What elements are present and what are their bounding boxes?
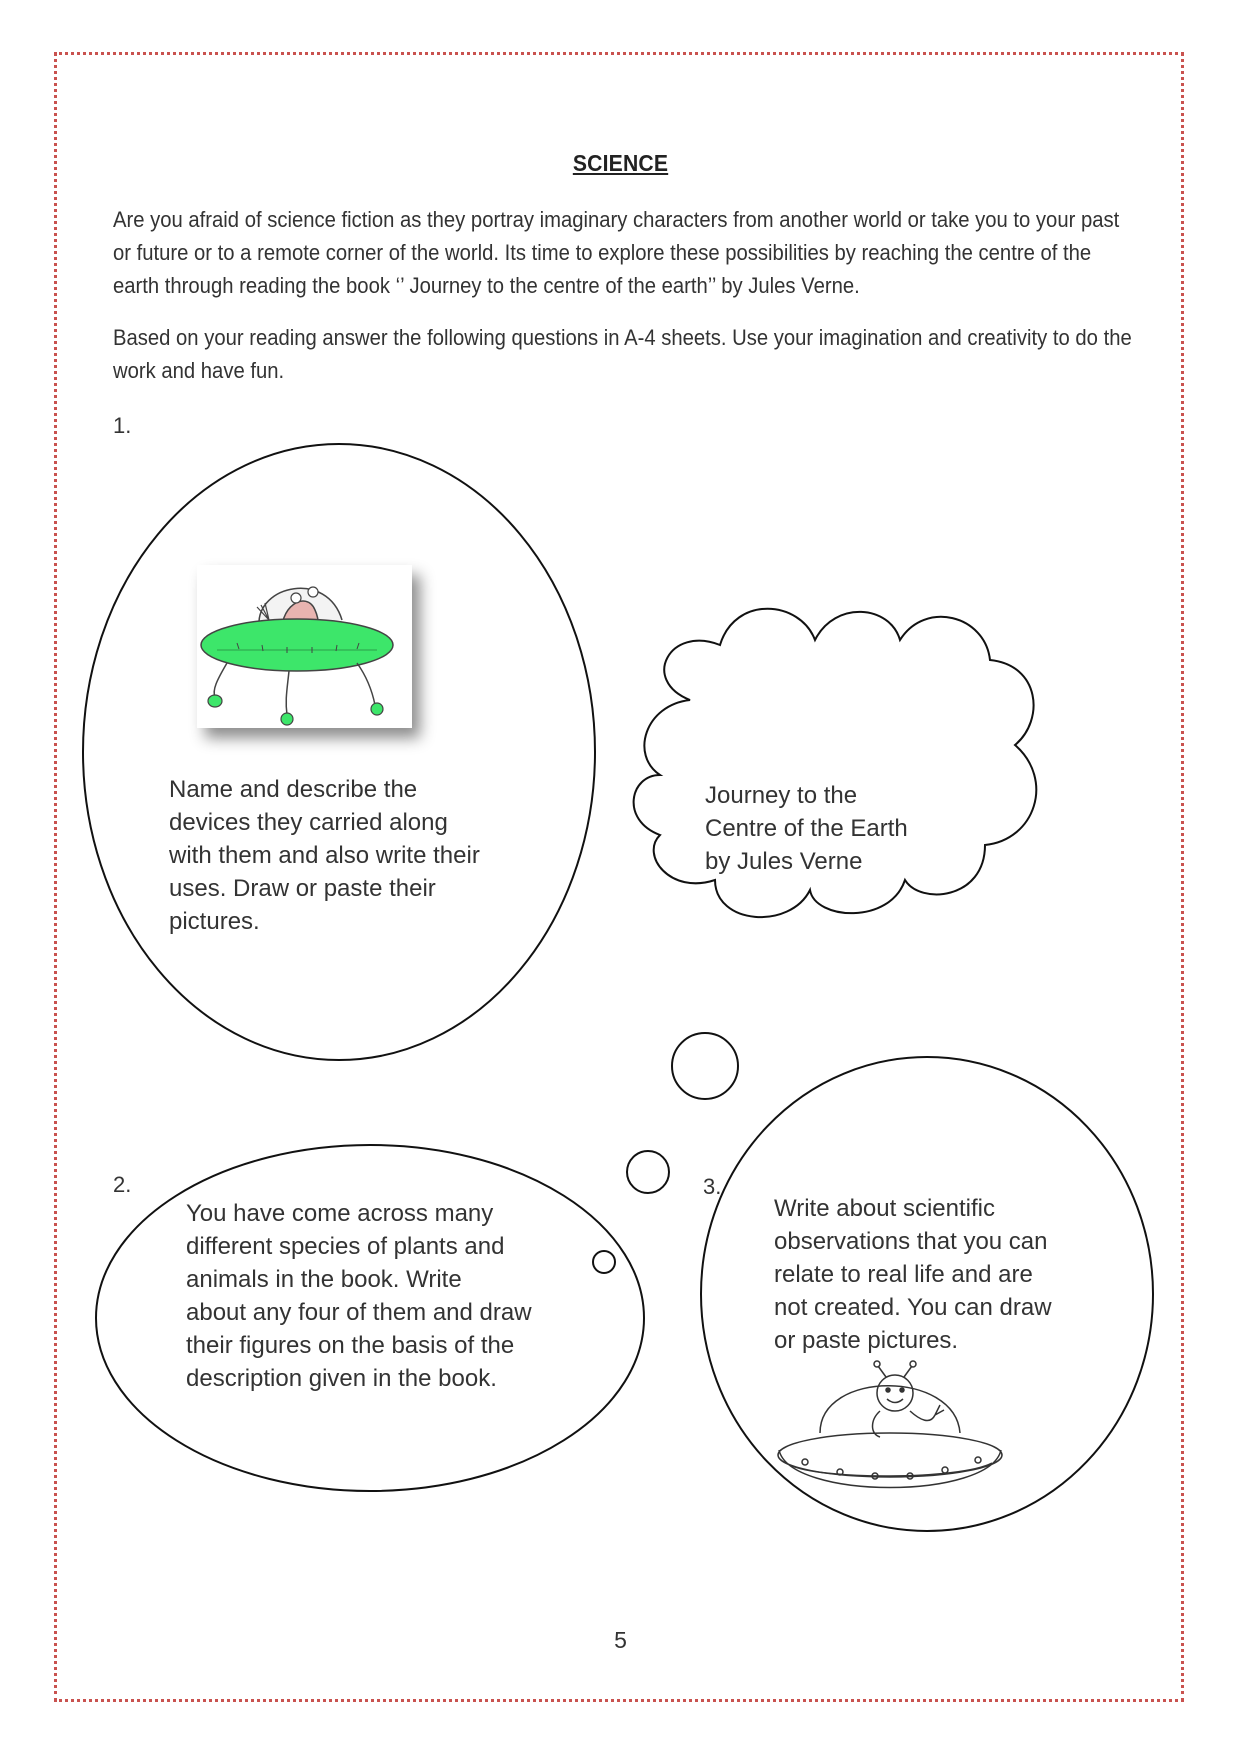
thought-cloud-text: Journey to the Centre of the Earth by Jules Verne bbox=[705, 782, 908, 875]
question-1-text: Name and describe the devices they carried along with them and also write their uses. Draw or paste their pictures. bbox=[169, 776, 480, 935]
question-2-text: You have come across many different species of plants and animals in the book. Write about any four of them and draw their figures on the basis of the description given in the book. bbox=[186, 1200, 532, 1392]
outline-ufo-illustration bbox=[778, 1361, 1002, 1488]
alien-ufo-picture bbox=[197, 565, 412, 728]
green-ufo-icon bbox=[197, 565, 412, 728]
thought-trail-circle-large bbox=[672, 1033, 738, 1099]
question-2-number: 2. bbox=[113, 1172, 132, 1197]
question-3-text: Write about scientific observations that you can relate to real life and are not created. You can draw or paste pictures. bbox=[774, 1195, 1052, 1354]
page-number: 5 bbox=[614, 1627, 627, 1653]
thought-trail-circle-small bbox=[593, 1251, 615, 1273]
intro-paragraph: Are you afraid of science fiction as they portray imaginary characters from another world or take you to your past or future or to a remote corner of the world. Its time to explore these possibilities by reaching the centre of the earth through reading the book ‘’ Journey to the centre of the earth’’ by Jules Verne. bbox=[113, 207, 1120, 298]
instructions-paragraph: Based on your reading answer the following questions in A-4 sheets. Use your imagination and creativity to do the work and have fun. bbox=[113, 325, 1132, 383]
page-title: SCIENCE bbox=[572, 150, 669, 176]
question-1-bubble bbox=[83, 444, 595, 1060]
thought-trail-circle-medium bbox=[627, 1151, 669, 1193]
question-1-number: 1. bbox=[113, 413, 132, 438]
question-3-number: 3. bbox=[703, 1174, 722, 1199]
